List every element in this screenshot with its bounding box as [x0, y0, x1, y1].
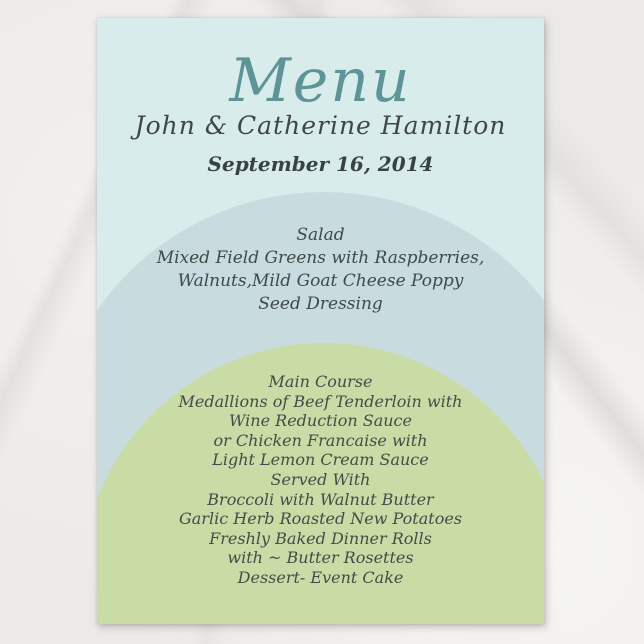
main-course-text [97, 372, 544, 588]
salad-course-line: Walnuts,Mild Goat Cheese Poppy [177, 271, 464, 291]
salad-course-line: Mixed Field Greens with Raspberries, [156, 248, 485, 268]
main-course-heading: Main Course [268, 372, 373, 391]
couple-names: John & Catherine Hamilton [134, 111, 507, 140]
salad-course-line: Seed Dressing [258, 294, 383, 314]
menu-card [97, 18, 544, 624]
main-course-line: Served With [270, 469, 371, 489]
main-course-line: Light Lemon Cream Sauce [212, 450, 429, 470]
main-course-line: Dessert- Event Cake [237, 567, 404, 587]
main-course-line: Medallions of Beef Tenderloin with [178, 391, 463, 411]
salad-course-text [97, 224, 544, 316]
main-course-line: Broccoli with Walnut Butter [207, 489, 434, 509]
event-date: September 16, 2014 [207, 152, 434, 176]
main-course-line: or Chicken Francaise with [213, 430, 428, 450]
main-course-line: Garlic Herb Roasted New Potatoes [178, 509, 462, 529]
main-course-line: with ~ Butter Rosettes [227, 548, 414, 568]
salad-course-heading: Salad [296, 225, 345, 245]
main-course-line: Wine Reduction Sauce [229, 411, 412, 431]
menu-title: Menu [229, 46, 412, 116]
card-text-layer [97, 18, 544, 624]
main-course-line: Freshly Baked Dinner Rolls [209, 528, 432, 548]
